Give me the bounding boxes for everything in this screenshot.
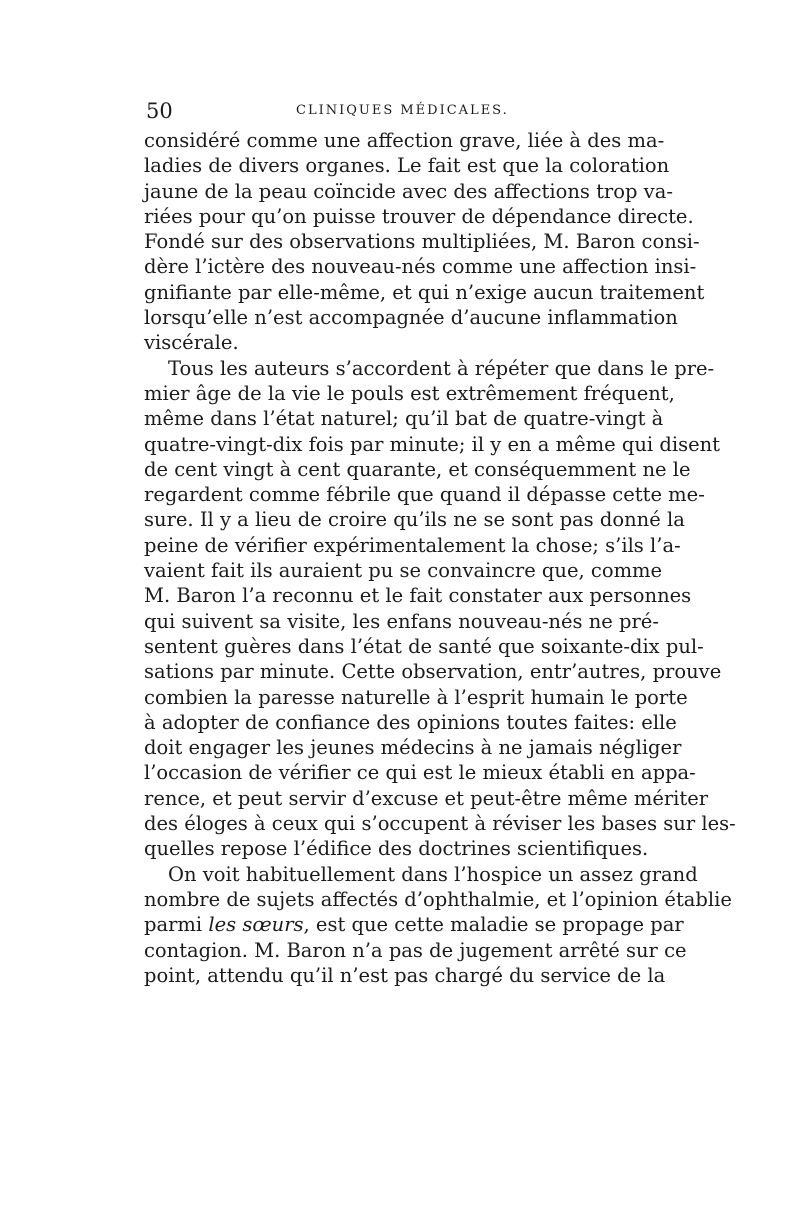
paragraph [144,356,736,862]
text-line: considéré comme une affection grave, liée à des ma- [144,129,665,152]
body-text [144,128,736,988]
text-line: nombre de sujets affectés d’ophthalmie, et l’opinion établie [144,887,732,911]
text-line: dère l’ictère des nouveau-nés comme une affection insi- [144,255,697,279]
text-line: lorsqu’elle n’est accompagnée d’aucune inflammation [144,306,678,330]
text-line: même dans l’état naturel; qu’il bat de quatre-vingt à [144,407,664,431]
text-line: qui suivent sa visite, les enfans nouveau-nés ne pré- [144,609,659,633]
text-line: contagion. M. Baron n’a pas de jugement arrêté sur ce [144,938,687,962]
text-line: sentent guères dans l’état de santé que soixante-dix pul- [144,634,704,658]
text-line: point, attendu qu’il n’est pas chargé du service de la [144,963,666,987]
page-header [146,98,660,124]
text-line: rence, et peut servir d’excuse et peut-être même mériter [144,786,709,810]
text-line: mier âge de la vie le pouls est extrêmement fréquent, [144,381,675,405]
text-line-with-italic [144,912,684,937]
text-line: On voit habituellement dans l’hospice un assez grand [168,862,698,886]
text-line: quelles repose l’édifice des doctrines scientifiques. [144,837,649,861]
page-number: 50 [146,99,173,123]
text-line: des éloges à ceux qui s’occupent à réviser les bases sur les- [144,812,736,836]
text-line: à adopter de confiance des opinions toutes faites: elle [144,710,677,734]
text-line: jaune de la peau coïncide avec des affections trop va- [144,179,673,203]
text-fragment: parmi [144,913,209,937]
text-line: l’occasion de vérifier ce qui est le mieux établi en appa- [144,761,696,785]
text-line: Fondé sur des observations multipliées, M. Baron consi- [144,230,700,254]
text-line: ladies de divers organes. Le fait est que la coloration [144,154,670,178]
italic-phrase: les sœurs [208,913,304,937]
text-line: M. Baron l’a reconnu et le fait constater aux personnes [144,584,692,608]
text-line: viscérale. [144,331,239,355]
text-line: regardent comme fébrile que quand il dépasse cette me- [144,483,705,507]
paragraph [144,128,705,356]
text-line: vaient fait ils auraient pu se convaincre que, comme [144,559,663,583]
text-line: de cent vingt à cent quarante, et conséquemment ne le [144,457,691,481]
text-line: quatre-vingt-dix fois par minute; il y en a même qui disent [144,432,721,456]
text-line: sure. Il y a lieu de croire qu’ils ne se sont pas donné la [144,508,685,532]
paragraph [144,862,732,988]
text-line: peine de vérifier expérimentalement la chose; s’ils l’a- [144,533,681,557]
text-fragment: , est que cette maladie se propage par [303,913,684,937]
text-line: gnifiante par elle-même, et qui n’exige aucun traitement [144,280,705,304]
text-line: combien la paresse naturelle à l’esprit humain le porte [144,685,688,709]
text-line: sations par minute. Cette observation, entr’autres, prouve [144,660,722,684]
text-line: doit engager les jeunes médecins à ne jamais négliger [144,736,682,760]
text-line: riées pour qu’on puisse trouver de dépendance directe. [144,204,694,228]
text-line: Tous les auteurs s’accordent à répéter que dans le pre- [168,356,715,380]
running-head: CLINIQUES MÉDICALES. [296,103,509,118]
